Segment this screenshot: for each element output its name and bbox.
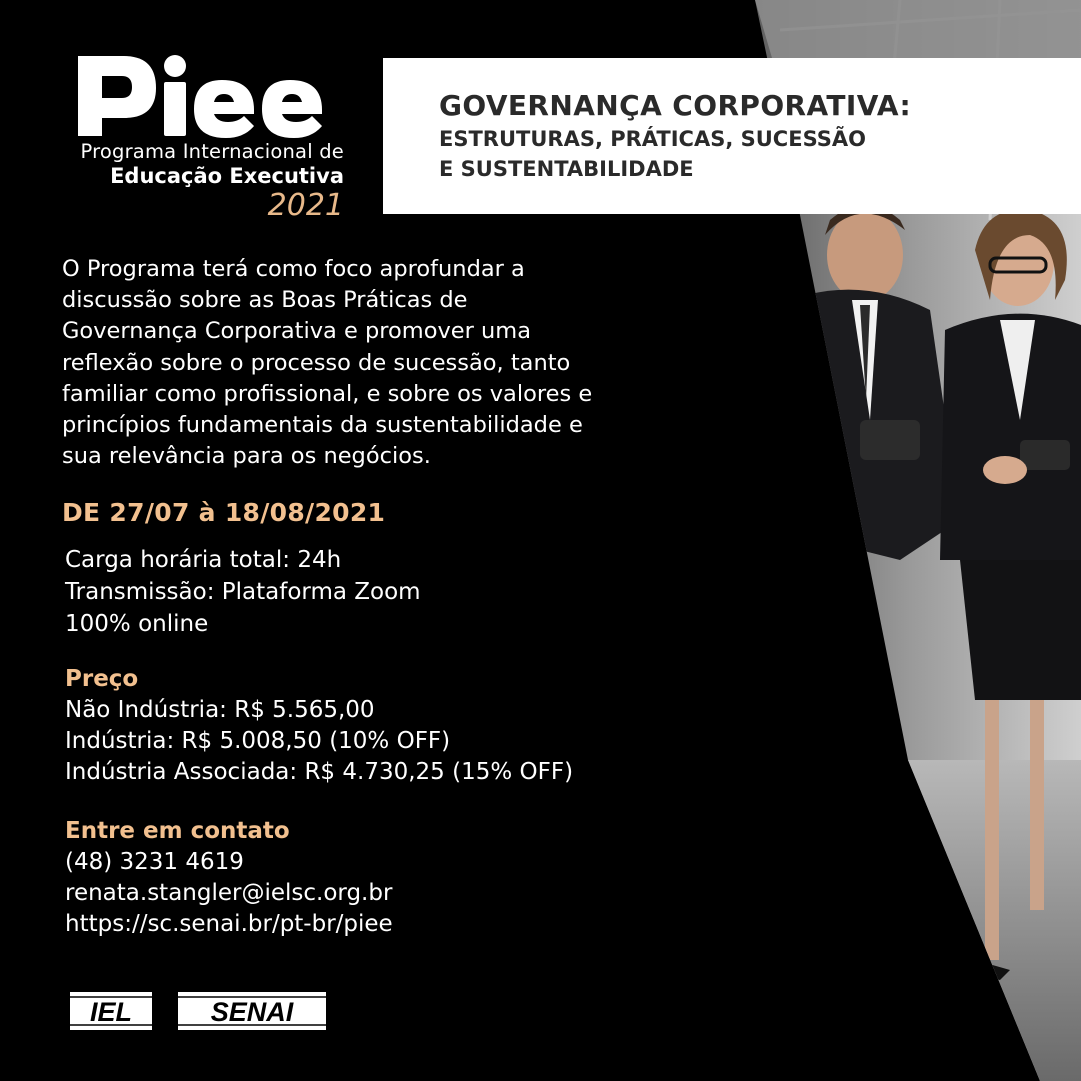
program-dates: DE 27/07 à 18/08/2021 bbox=[62, 498, 386, 527]
price-section bbox=[65, 664, 573, 788]
description-line: Governança Corporativa e promover uma bbox=[62, 318, 531, 345]
price-heading: Preço bbox=[65, 666, 139, 692]
piee-wordmark bbox=[72, 52, 344, 138]
description-line: princípios fundamentais da sustentabilidade e bbox=[62, 412, 583, 439]
subtitle-line-2: E SUSTENTABILIDADE bbox=[439, 157, 694, 181]
mode-text: 100% online bbox=[65, 611, 209, 637]
title-box bbox=[383, 58, 1081, 214]
description-line: discussão sobre as Boas Práticas de bbox=[62, 287, 468, 314]
wordmark-text: Piee bbox=[72, 52, 75, 53]
svg-text:SENAI: SENAI bbox=[210, 997, 294, 1027]
price-item: Indústria: R$ 5.008,50 (10% OFF) bbox=[65, 728, 451, 754]
program-info bbox=[65, 544, 421, 640]
logo-subtitle-1: Programa Internacional de bbox=[80, 140, 344, 163]
piee-logo bbox=[72, 52, 344, 221]
contact-email[interactable]: renata.stangler@ielsc.org.br bbox=[65, 880, 393, 906]
contact-heading: Entre em contato bbox=[65, 818, 290, 844]
price-item: Indústria Associada: R$ 4.730,25 (15% OFF) bbox=[65, 759, 574, 785]
subtitle-line-1: ESTRUTURAS, PRÁTICAS, SUCESSÃO bbox=[439, 127, 866, 151]
contact-section bbox=[65, 816, 393, 940]
logo-year: 2021 bbox=[267, 188, 344, 223]
price-item: Não Indústria: R$ 5.565,00 bbox=[65, 697, 375, 723]
svg-text:IEL: IEL bbox=[89, 997, 133, 1027]
iel-logo bbox=[70, 992, 152, 1030]
contact-phone: (48) 3231 4619 bbox=[65, 849, 244, 875]
page-title: GOVERNANÇA CORPORATIVA: bbox=[439, 89, 912, 122]
senai-logo bbox=[178, 992, 326, 1030]
description-line: familiar como profissional, e sobre os valores e bbox=[62, 380, 593, 407]
transmission-text: Transmissão: Plataforma Zoom bbox=[65, 579, 421, 605]
workload-text: Carga horária total: 24h bbox=[65, 547, 342, 573]
description-line: reflexão sobre o processo de sucessão, tanto bbox=[62, 349, 571, 376]
description-line: sua relevância para os negócios. bbox=[62, 443, 431, 470]
contact-url[interactable]: https://sc.senai.br/pt-br/piee bbox=[65, 911, 393, 937]
program-description bbox=[62, 254, 722, 472]
logo-subtitle-2: Educação Executiva bbox=[110, 164, 344, 188]
description-line: O Programa terá como foco aprofundar a bbox=[62, 256, 525, 282]
